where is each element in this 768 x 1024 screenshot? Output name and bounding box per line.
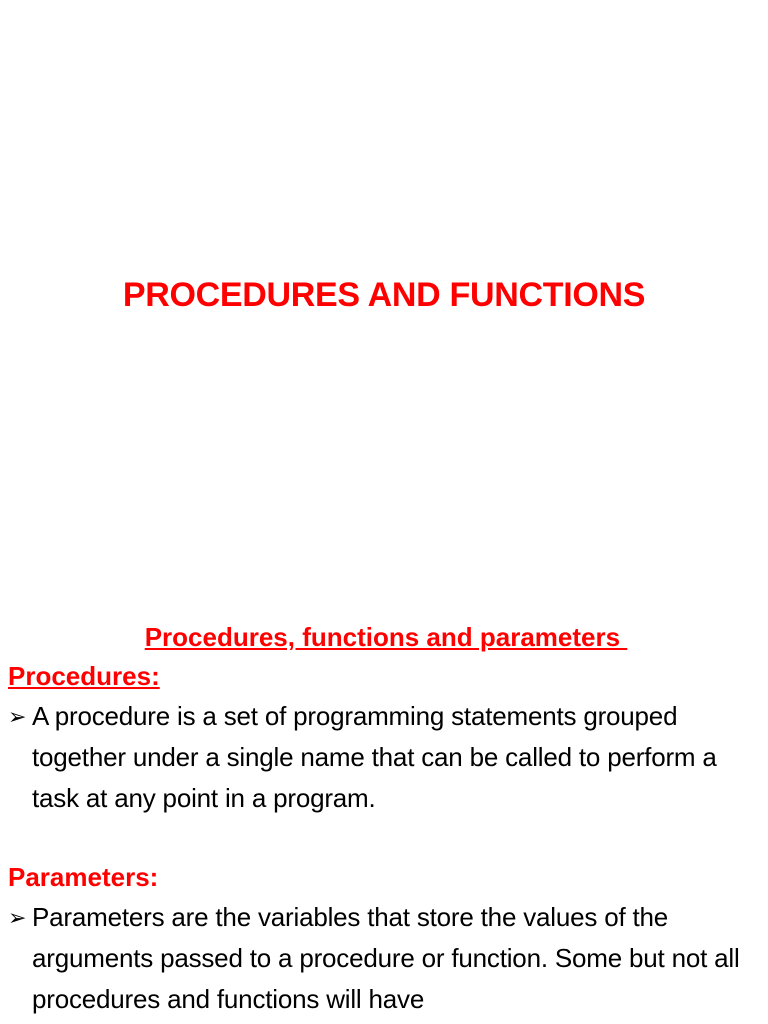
parameters-label: Parameters: [8,862,159,892]
parameters-definition: Parameters are the variables that store the values of the arguments passed to a procedure or function. Some but not all procedures and functions will have [32,902,740,1014]
slide-content [8,618,764,1020]
procedures-bullet [8,696,764,819]
spacer [8,819,764,857]
procedures-definition: A procedure is a set of programming statements grouped together under a single name that can be called to perform a task at any point in a program. [32,701,717,813]
arrow-bullet-icon: ➢ [8,905,27,930]
procedures-label: Procedures: [8,661,160,691]
parameters-bullet [8,897,764,1020]
section-heading: Procedures, functions and parameters [144,622,628,652]
slide-title: PROCEDURES AND FUNCTIONS [122,276,646,314]
arrow-bullet-icon: ➢ [8,704,27,729]
